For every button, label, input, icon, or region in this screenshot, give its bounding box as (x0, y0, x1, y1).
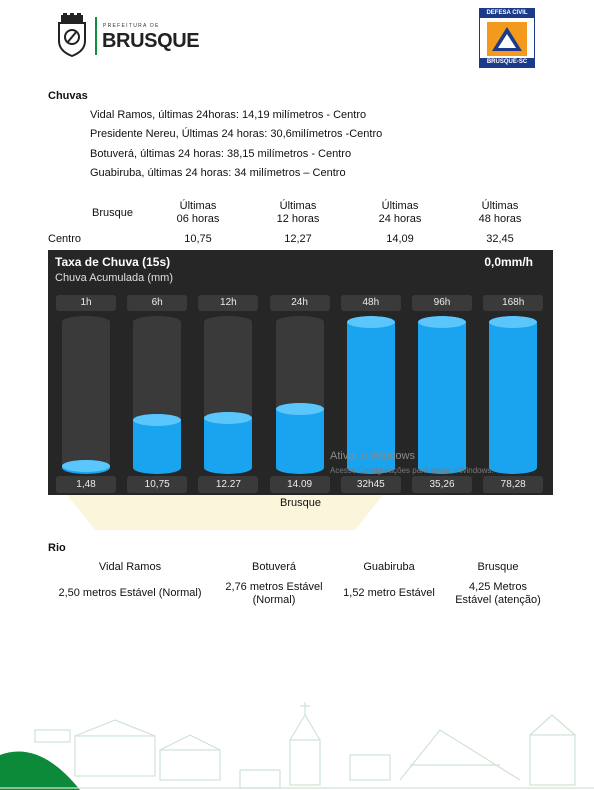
prefeitura-logo (55, 13, 200, 59)
table-column-header: Últimas 12 horas (276, 200, 320, 225)
table-cell: 32,45 (486, 233, 514, 245)
table-cell: 10,75 (184, 233, 212, 245)
gauge-value-label: 12.27 (198, 476, 258, 493)
civil-defense-emblem-icon (484, 19, 530, 59)
gauge-value-label: 78,28 (483, 476, 543, 493)
chart-title: Taxa de Chuva (15s) (55, 255, 171, 269)
table-city-header: Brusque (92, 207, 133, 219)
river-station-name: Brusque (477, 561, 519, 573)
chart-period-label: 6h (127, 295, 187, 311)
chart-period-label: 48h (341, 295, 401, 311)
rain-gauge-panel (48, 250, 553, 495)
windows-activation-title: Ativar o Windows (330, 450, 415, 462)
river-station-name: Guabiruba (363, 561, 415, 573)
rain-rate-readout: 0,0mm/h (484, 255, 533, 269)
city-crest-icon (55, 13, 89, 57)
gauge-track (133, 316, 181, 474)
gauge-track (204, 316, 252, 474)
gauge-value-label: 10,75 (127, 476, 187, 493)
gauge-value-label: 32h45 (341, 476, 401, 493)
gauge-track (489, 316, 537, 474)
brand-divider (95, 17, 97, 55)
river-level-reading: 2,50 metros Estável (Normal) (58, 587, 202, 599)
gauge-value-label: 1,48 (56, 476, 116, 493)
brand-name: BRUSQUE (102, 30, 200, 52)
table-cell: 14,09 (386, 233, 414, 245)
defesa-civil-city: BRUSQUE-SC (480, 58, 534, 67)
chart-period-label: 168h (483, 295, 543, 311)
defesa-civil-logo (479, 8, 535, 68)
rio-heading: Rio (48, 542, 66, 554)
gauge-fill-bar (204, 412, 252, 474)
city-skyline-illustration (0, 700, 594, 790)
gauge-fill-bar (276, 403, 324, 474)
chart-subtitle: Chuva Acumulada (mm) (55, 272, 173, 284)
rain-report-line: Botuverá, últimas 24 horas: 38,15 milímetros - Centro (90, 148, 352, 160)
gauge-fill-bar (62, 460, 110, 474)
windows-activation-text: Acesse Configurações para ativar o Windows. (330, 466, 494, 475)
river-level-reading: 4,25 Metros Estável (atenção) (455, 581, 541, 606)
river-station-name: Botuverá (251, 561, 297, 573)
rain-report-line: Vidal Ramos, últimas 24horas: 14,19 milímetros - Centro (90, 109, 367, 121)
table-cell: 12,27 (284, 233, 312, 245)
gauge-value-label: 14.09 (270, 476, 330, 493)
brand-prefix: PREFEITURA DE (103, 23, 160, 29)
chart-period-label: 12h (198, 295, 258, 311)
chart-period-label: 1h (56, 295, 116, 311)
defesa-civil-title: DEFESA CIVIL (480, 9, 534, 18)
river-level-reading: 1,52 metro Estável (343, 587, 435, 599)
gauge-value-label: 35,26 (412, 476, 472, 493)
gauge-track (276, 316, 324, 474)
chart-period-label: 24h (270, 295, 330, 311)
gauge-track (418, 316, 466, 474)
rain-report-line: Presidente Nereu, Últimas 24 horas: 30,6milímetros -Centro (90, 128, 383, 140)
rain-report-line: Guabiruba, últimas 24 horas: 34 milímetros – Centro (90, 167, 346, 179)
table-column-header: Últimas 48 horas (478, 200, 522, 225)
chuvas-heading: Chuvas (48, 90, 88, 102)
river-station-name: Vidal Ramos (98, 561, 162, 573)
gauge-fill-bar (418, 316, 466, 474)
chart-x-label: Brusque (280, 497, 321, 509)
gauge-fill-bar (133, 414, 181, 474)
gauge-track (62, 316, 110, 474)
table-row-label: Centro (48, 233, 82, 245)
chart-period-label: 96h (412, 295, 472, 311)
gauge-fill-bar (489, 316, 537, 474)
river-level-reading: 2,76 metros Estável (Normal) (225, 581, 323, 606)
table-column-header: Últimas 06 horas (176, 200, 220, 225)
table-column-header: Últimas 24 horas (378, 200, 422, 225)
